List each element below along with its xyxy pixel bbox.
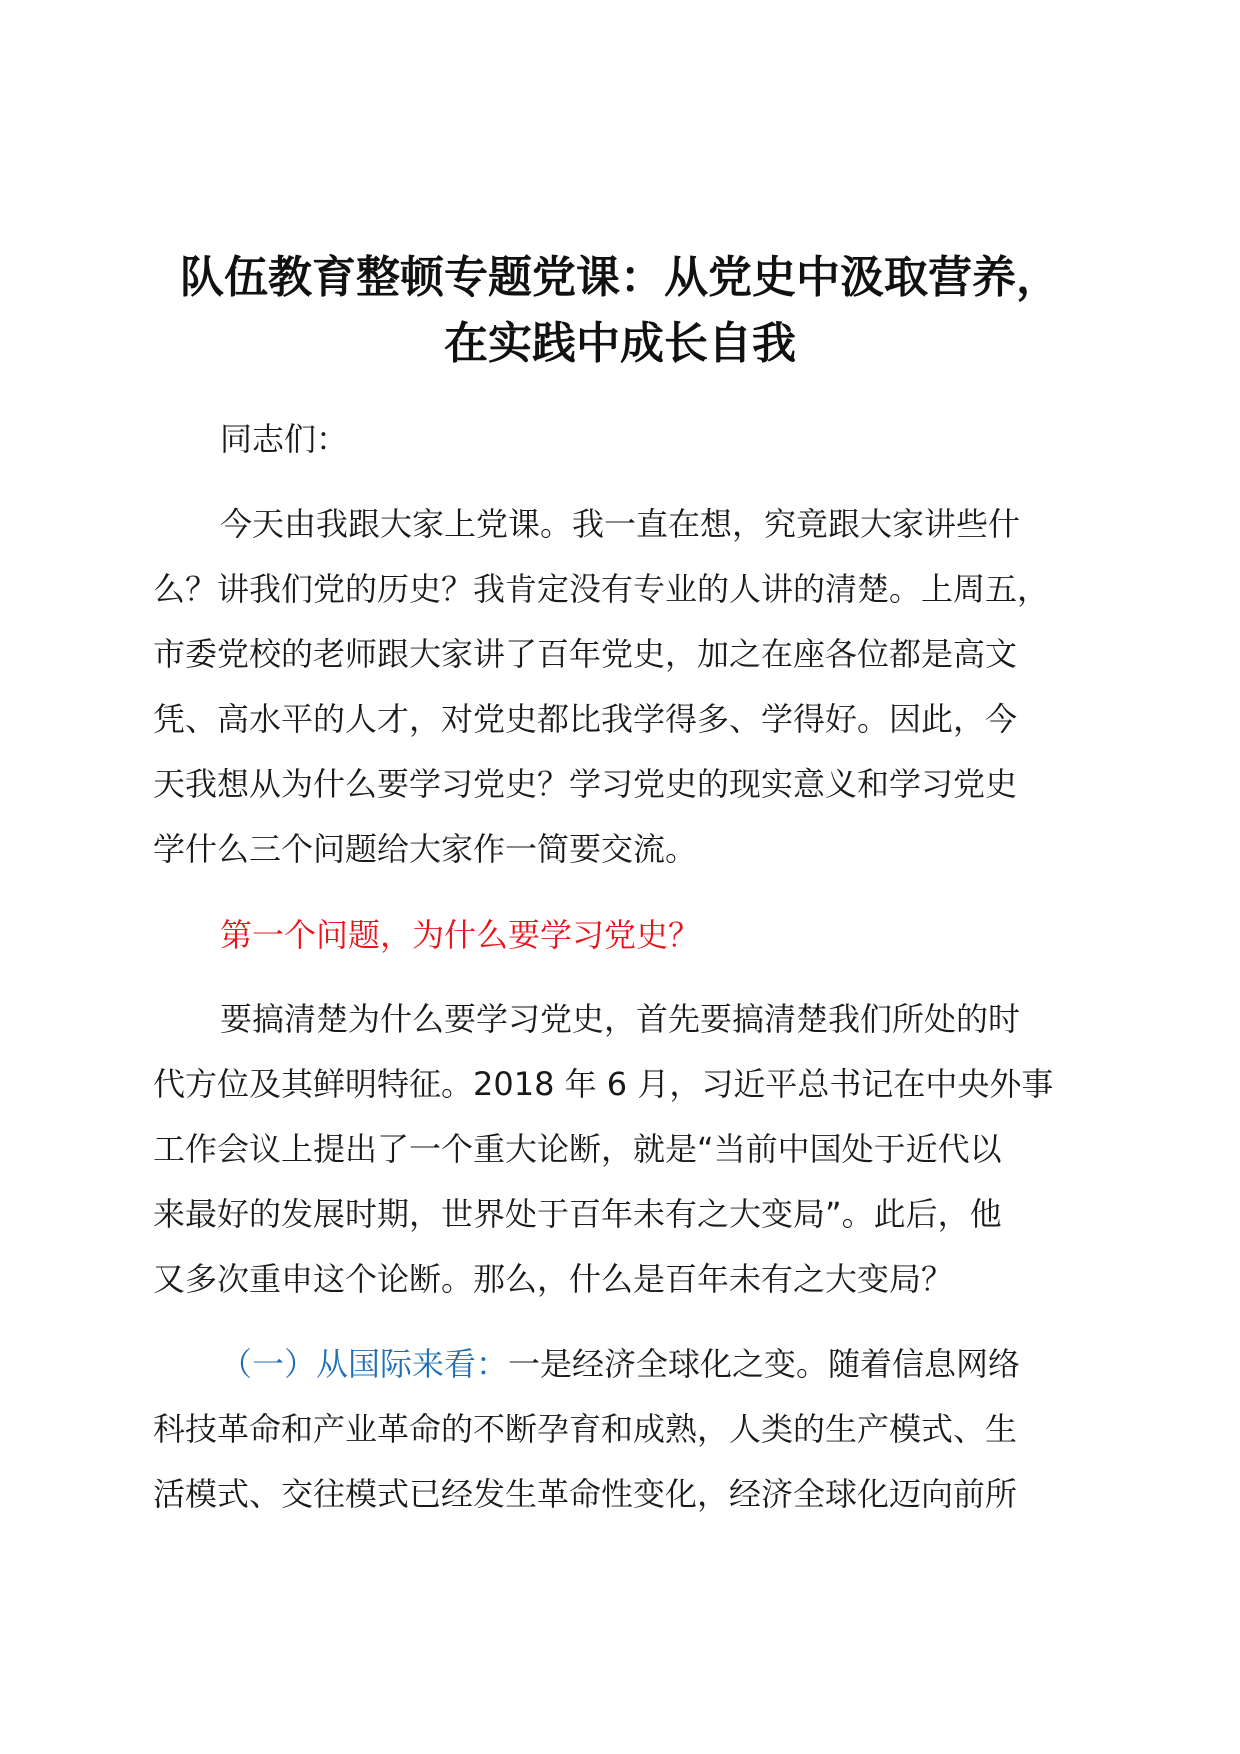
paragraph-2 xyxy=(153,987,1093,1312)
paragraph-line: 要搞清楚为什么要学习党史，首先要搞清楚我们所处的时 xyxy=(220,1000,1021,1038)
paragraph-3 xyxy=(153,1332,1093,1527)
paragraph-line: 今天由我跟大家上党课。我一直在想，究竟跟大家讲些什 xyxy=(220,505,1021,543)
paragraph-line: 凭、高水平的人才，对党史都比我学得多、学得好。因此，今 xyxy=(153,700,1018,738)
paragraph-line: 来最好的发展时期，世界处于百年未有之大变局”。此后，他 xyxy=(153,1195,1002,1233)
paragraph-line: 么？讲我们党的历史？我肯定没有专业的人讲的清楚。上周五， xyxy=(153,570,1050,608)
paragraph-line-first xyxy=(153,1332,1093,1397)
salutation: 同志们： xyxy=(220,420,349,458)
paragraph-line: 代方位及其鲜明特征。2018 年 6 月，习近平总书记在中央外事 xyxy=(153,1065,1054,1103)
subheading-lead: （一）从国际来看： xyxy=(220,1345,509,1383)
paragraph-line: 学什么三个问题给大家作一简要交流。 xyxy=(153,830,698,868)
paragraph-line: 市委党校的老师跟大家讲了百年党史，加之在座各位都是高文 xyxy=(153,635,1018,673)
document-title-line-1: 队伍教育整顿专题党课：从党史中汲取营养， xyxy=(180,252,1060,303)
document-title-line-2: 在实践中成长自我 xyxy=(444,318,796,369)
paragraph-line: 活模式、交往模式已经发生革命性变化，经济全球化迈向前所 xyxy=(153,1475,1018,1513)
paragraph-line: 天我想从为什么要学习党史？学习党史的现实意义和学习党史 xyxy=(153,765,1018,803)
paragraph-1 xyxy=(153,492,1093,882)
paragraph-first-rest: 一是经济全球化之变。随着信息网络 xyxy=(508,1345,1021,1383)
paragraph-line: 科技革命和产业革命的不断孕育和成熟，人类的生产模式、生 xyxy=(153,1410,1018,1448)
section-heading-1: 第一个问题，为什么要学习党史？ xyxy=(220,916,701,954)
paragraph-line: 又多次重申这个论断。那么，什么是百年未有之大变局？ xyxy=(153,1260,954,1298)
paragraph-line: 工作会议上提出了一个重大论断，就是“当前中国处于近代以 xyxy=(153,1130,1002,1168)
